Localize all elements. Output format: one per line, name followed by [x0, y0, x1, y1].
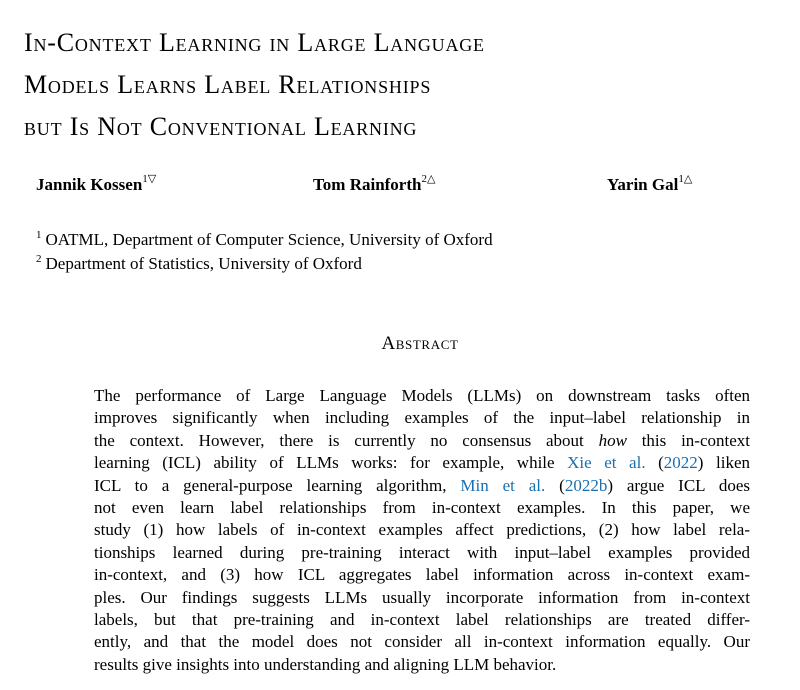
author-name: Jannik Kossen	[36, 175, 143, 194]
affiliations	[36, 228, 493, 276]
abstract-text: (	[545, 475, 565, 495]
author-affiliation-mark: 1▽	[142, 173, 157, 185]
abstract-text: results give insights into understanding and aligning LLM behavior.	[94, 654, 557, 674]
citation-link[interactable]: 2022b	[564, 475, 608, 495]
abstract-line	[94, 385, 750, 407]
abstract-text: ) argue ICL does	[607, 475, 750, 495]
author	[313, 175, 435, 195]
author-affiliation-mark: 1△	[678, 173, 693, 185]
affiliation-text: Department of Statistics, University of Oxford	[45, 254, 362, 273]
affiliation	[36, 228, 493, 252]
abstract-line	[94, 631, 750, 653]
abstract-text: in-context, and (3) how ICL aggregates label information across in-context exam-	[94, 565, 750, 585]
abstract-line	[94, 564, 750, 586]
author	[607, 175, 692, 195]
citation-link[interactable]: Min et al.	[460, 475, 546, 495]
abstract-text: tionships learned during pre-training interact with input–label examples provided	[94, 542, 750, 562]
abstract-line	[94, 497, 750, 519]
affiliation-number: 1	[36, 229, 42, 241]
abstract-text: The performance of Large Language Models (LLMs) on downstream tasks often	[94, 386, 750, 405]
abstract-text: the context. However, there is currently no consensus about	[94, 430, 599, 450]
abstract-line	[94, 475, 750, 497]
abstract-text: learning (ICL) ability of LLMs works: for example, while	[94, 453, 568, 473]
abstract-line	[94, 430, 750, 452]
abstract-text: ples. Our findings suggests LLMs usually incorporate information from in-context	[94, 587, 750, 607]
abstract-text: not even learn label relationships from in-context examples. In this paper, we	[94, 498, 750, 518]
author-name: Yarin Gal	[607, 175, 679, 194]
affiliation-number: 2	[36, 253, 42, 265]
abstract-text: (	[645, 453, 664, 473]
emphasis-text: how	[598, 430, 627, 450]
abstract-line	[94, 452, 750, 474]
abstract-line	[94, 609, 750, 631]
abstract-text: ICL to a general-purpose learning algorithm,	[94, 475, 461, 495]
abstract-line	[94, 654, 750, 676]
abstract-line	[94, 407, 750, 429]
abstract-text: ently, and that the model does not consider all in-context information equally. Our	[94, 632, 750, 652]
abstract-text: labels, but that pre-training and in-context label relationships are treated differ-	[94, 610, 750, 630]
author-name: Tom Rainforth	[313, 175, 422, 194]
title-line: Models Learns Label Relationships	[24, 70, 432, 99]
affiliation-text: OATML, Department of Computer Science, University of Oxford	[45, 230, 493, 249]
abstract-line	[94, 542, 750, 564]
abstract-text: study (1) how labels of in-context examples affect predictions, (2) how label rela-	[94, 520, 750, 540]
title-line: but Is Not Conventional Learning	[24, 112, 418, 141]
citation-link[interactable]: Xie et al.	[567, 453, 646, 473]
citation-link[interactable]: 2022	[663, 453, 698, 473]
abstract-line	[94, 519, 750, 541]
title-line: In-Context Learning in Large Language	[24, 28, 485, 57]
abstract-text: improves significantly when including examples of the input–label relationship in	[94, 408, 750, 428]
abstract-heading: Abstract	[381, 333, 459, 354]
author	[36, 175, 156, 195]
abstract-text: ) liken	[697, 453, 750, 473]
affiliation	[36, 252, 493, 276]
abstract-body	[94, 385, 750, 676]
abstract-line	[94, 587, 750, 609]
author-affiliation-mark: 2△	[421, 173, 436, 185]
paper-title	[24, 22, 784, 148]
abstract-text: this in-context	[626, 430, 751, 450]
